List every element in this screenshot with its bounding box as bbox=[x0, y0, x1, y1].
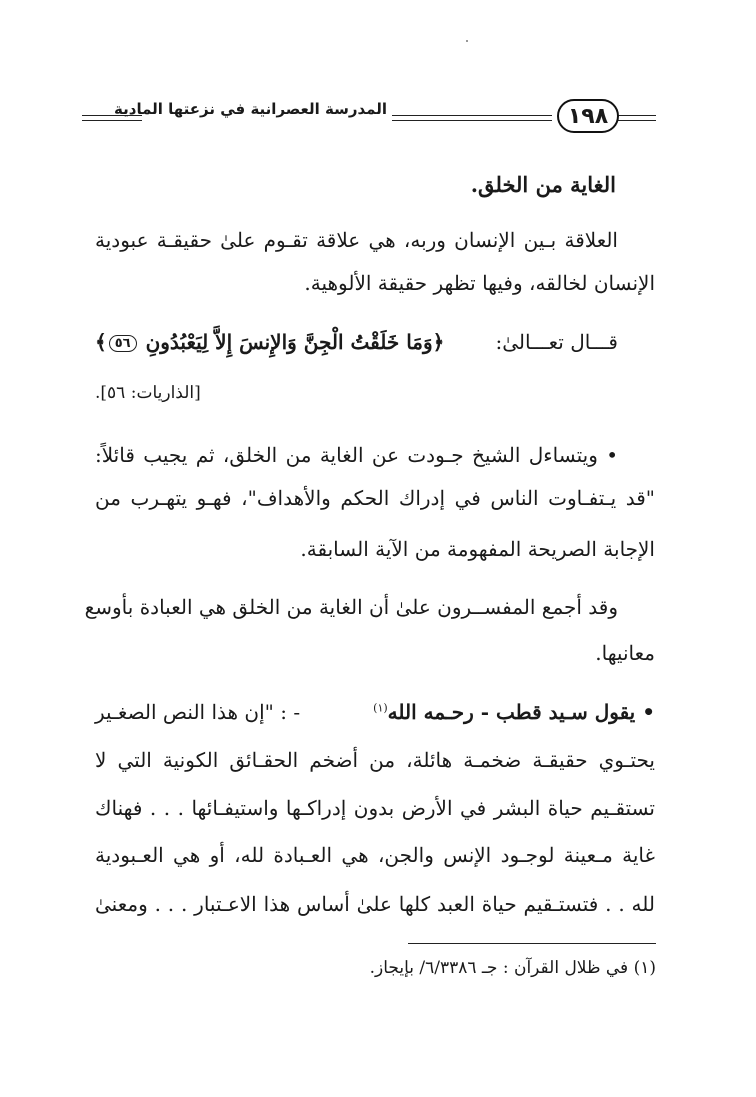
page-number: ١٩٨ bbox=[557, 99, 619, 133]
running-title: المدرسة العصرانية في نزعتها المادية bbox=[114, 100, 387, 118]
quote-attribution bbox=[373, 700, 655, 724]
paragraph-line: "قد يـتفـاوت الناس في إدراك الحكم والأهداف"، فهـو يتهـرب من bbox=[95, 486, 655, 510]
paragraph-line: • ويتساءل الشيخ جـودت عن الغاية من الخلق، ثم يجيب قائلاً: bbox=[95, 443, 618, 467]
header-rule bbox=[615, 120, 656, 121]
paragraph-line: الإجابة الصريحة المفهومة من الآية السابقة. bbox=[300, 537, 655, 561]
page-header bbox=[82, 95, 656, 139]
ornate-bracket-open: ﴿ bbox=[432, 330, 445, 354]
header-rule bbox=[82, 120, 142, 121]
footnote-separator bbox=[408, 943, 656, 944]
quote-start: - : "إن هذا النص الصغـير bbox=[95, 700, 301, 724]
author-name: • يقول سـيد قطب - رحـمه الله bbox=[387, 700, 655, 724]
ornate-bracket-close: ﴾ bbox=[95, 330, 107, 354]
paragraph-line: وقد أجمع المفســرون علىٰ أن الغاية من الخلق هي العبادة بأوسع bbox=[84, 595, 618, 619]
ayah-number: ٥٦ bbox=[109, 335, 137, 353]
paragraph-line bbox=[95, 700, 655, 724]
quran-verse-text: وَمَا خَلَقْتُ الْجِنَّ وَالإِنسَ إِلاَّ لِيَعْبُدُونِ bbox=[145, 330, 433, 354]
scan-speck bbox=[466, 40, 468, 42]
quran-verse bbox=[95, 330, 444, 354]
quran-intro: قـــال تعـــالىٰ: bbox=[495, 330, 618, 354]
section-heading: الغاية من الخلق. bbox=[470, 172, 616, 197]
paragraph-line: تستقـيم حياة البشر في الأرض بدون إدراكـها واستيفـائها . . . فهناك bbox=[95, 796, 655, 820]
quran-reference: [الذاريات: ٥٦]. bbox=[95, 383, 201, 403]
paragraph-line: لله . . فتستـقيم حياة العبد كلها علىٰ أساس هذا الاعـتبار . . . ومعنىٰ bbox=[95, 892, 655, 916]
paragraph-line: العلاقة بـين الإنسان وربه، هي علاقة تقـوم علىٰ حقيقـة عبودية bbox=[95, 228, 618, 252]
header-rule bbox=[392, 115, 552, 116]
paragraph-line: معانيها. bbox=[595, 641, 655, 665]
paragraph-line: يحتـوي حقيقـة ضخمـة هائلة، من أضخم الحقـائق الكونية التي لا bbox=[95, 748, 655, 772]
header-rule bbox=[615, 115, 656, 116]
header-rule bbox=[392, 120, 552, 121]
footnote: (١) في ظلال القرآن : جـ ٦/٣٣٨٦/ بإيجاز. bbox=[369, 958, 656, 978]
paragraph-line: الإنسان لخالقه، وفيها تظهر حقيقة الألوهية. bbox=[304, 271, 655, 295]
footnote-reference: (١) bbox=[373, 701, 388, 715]
paragraph-line: غاية مـعينة لوجـود الإنس والجن، هي العـبادة لله، أو هي العـبودية bbox=[95, 843, 655, 867]
quran-verse-line bbox=[95, 330, 618, 354]
